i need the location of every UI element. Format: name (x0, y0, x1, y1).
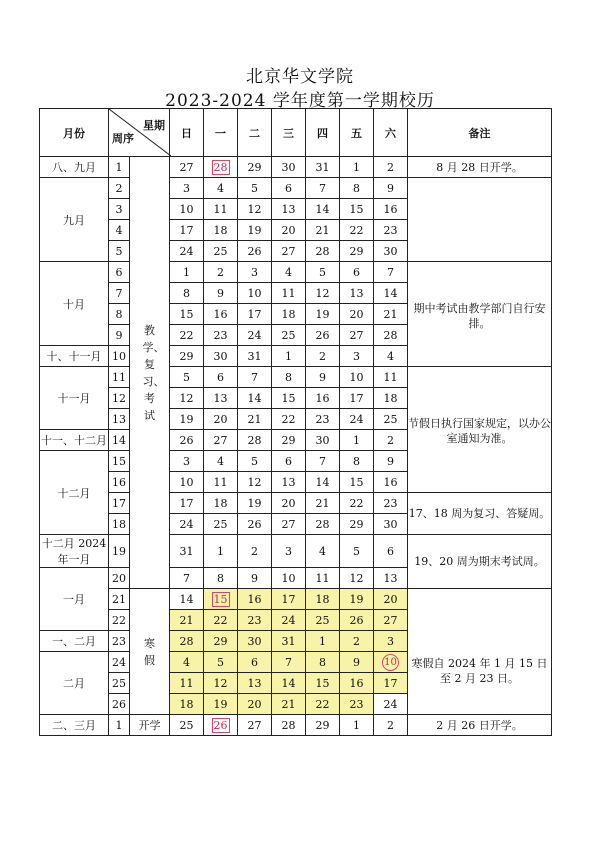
day-cell: 24 (374, 694, 408, 715)
month-cell: 十、十一月 (40, 346, 109, 367)
day-cell: 7 (306, 451, 340, 472)
day-cell: 11 (306, 568, 340, 589)
day-cell: 25 (272, 325, 306, 346)
day-cell: 21 (272, 694, 306, 715)
day-cell: 21 (238, 409, 272, 430)
day-cell: 30 (374, 514, 408, 535)
week-number: 5 (109, 241, 130, 262)
day-cell: 9 (238, 568, 272, 589)
week-number: 7 (109, 283, 130, 304)
day-cell: 22 (272, 409, 306, 430)
day-cell: 21 (170, 610, 204, 631)
day-cell: 29 (204, 631, 238, 652)
day-cell: 27 (272, 241, 306, 262)
month-cell: 二月 (40, 652, 109, 715)
day-cell: 6 (272, 178, 306, 199)
week-row (40, 178, 552, 199)
day-cell: 17 (238, 304, 272, 325)
day-cell: 12 (238, 472, 272, 493)
week-number: 6 (109, 262, 130, 283)
day-cell: 9 (340, 652, 374, 673)
week-number: 9 (109, 325, 130, 346)
day-cell: 10 (170, 199, 204, 220)
day-cell: 26 (340, 610, 374, 631)
month-cell: 二、三月 (40, 715, 109, 736)
header-fri: 五 (340, 109, 374, 157)
day-cell: 29 (238, 157, 272, 178)
day-cell: 29 (170, 346, 204, 367)
day-cell: 27 (272, 514, 306, 535)
day-cell: 14 (306, 199, 340, 220)
day-cell: 30 (306, 430, 340, 451)
day-cell: 1 (272, 346, 306, 367)
day-cell: 2 (204, 262, 238, 283)
day-cell: 27 (374, 610, 408, 631)
day-cell: 20 (238, 694, 272, 715)
day-cell: 28 (272, 715, 306, 736)
day-cell: 10 (272, 568, 306, 589)
header-week-no: 周序 (112, 132, 134, 145)
day-cell: 14 (272, 673, 306, 694)
day-cell: 2 (306, 346, 340, 367)
week-number: 15 (109, 451, 130, 472)
day-cell: 14 (374, 283, 408, 304)
day-cell: 23 (204, 325, 238, 346)
day-cell: 2 (238, 535, 272, 568)
day-cell: 25 (306, 610, 340, 631)
week-number: 25 (109, 673, 130, 694)
day-cell: 3 (374, 631, 408, 652)
note-cell: 17、18 周为复习、答疑周。 (408, 493, 552, 535)
day-cell: 15 (306, 673, 340, 694)
month-cell: 十二月 2024 年一月 (40, 535, 109, 568)
day-cell: 7 (170, 568, 204, 589)
week-row (40, 262, 552, 283)
day-cell: 24 (340, 409, 374, 430)
school-name: 北京华文学院 (246, 67, 354, 87)
phase-teaching (130, 157, 170, 589)
day-cell: 11 (170, 673, 204, 694)
week-number: 8 (109, 304, 130, 325)
day-cell: 21 (306, 493, 340, 514)
day-cell: 7 (238, 367, 272, 388)
day-cell: 5 (238, 451, 272, 472)
day-cell: 12 (340, 568, 374, 589)
day-cell: 30 (204, 346, 238, 367)
day-cell: 19 (340, 589, 374, 610)
day-cell (204, 715, 238, 736)
week-number: 11 (109, 367, 130, 388)
week-row (40, 535, 552, 568)
day-cell: 9 (374, 451, 408, 472)
day-cell: 31 (238, 346, 272, 367)
day-cell: 14 (170, 589, 204, 610)
day-cell: 13 (272, 199, 306, 220)
day-cell: 29 (272, 430, 306, 451)
day-cell: 12 (204, 673, 238, 694)
day-cell: 28 (306, 514, 340, 535)
day-cell: 22 (204, 610, 238, 631)
day-cell: 12 (170, 388, 204, 409)
day-cell: 31 (170, 535, 204, 568)
day-cell: 9 (374, 178, 408, 199)
week-number: 2 (109, 178, 130, 199)
month-cell: 一、二月 (40, 631, 109, 652)
day-cell: 20 (374, 589, 408, 610)
day-cell: 15 (272, 388, 306, 409)
day-cell: 18 (306, 589, 340, 610)
day-cell: 9 (306, 367, 340, 388)
phase-vacation-label: 寒假 (144, 636, 155, 667)
day-cell: 20 (340, 304, 374, 325)
week-number: 1 (109, 157, 130, 178)
day-cell (204, 589, 238, 610)
day-cell: 16 (340, 673, 374, 694)
day-cell: 31 (272, 631, 306, 652)
day-cell: 4 (272, 262, 306, 283)
day-cell: 3 (340, 346, 374, 367)
header-wed: 三 (272, 109, 306, 157)
day-cell: 25 (204, 514, 238, 535)
day-cell: 17 (272, 589, 306, 610)
day-cell: 20 (204, 409, 238, 430)
day-cell: 3 (170, 451, 204, 472)
day-cell: 11 (374, 367, 408, 388)
day-cell: 10 (170, 472, 204, 493)
day-cell: 7 (374, 262, 408, 283)
day-cell: 1 (170, 262, 204, 283)
week-row (40, 493, 552, 514)
day-cell: 6 (204, 367, 238, 388)
highlighted-date: 26 (213, 718, 228, 732)
day-cell: 9 (204, 283, 238, 304)
day-cell: 8 (306, 652, 340, 673)
day-cell: 1 (204, 535, 238, 568)
month-cell: 八、九月 (40, 157, 109, 178)
week-number: 4 (109, 220, 130, 241)
day-cell: 16 (306, 388, 340, 409)
day-cell: 30 (374, 241, 408, 262)
day-cell: 6 (374, 535, 408, 568)
day-cell: 26 (238, 241, 272, 262)
month-cell: 十一月 (40, 367, 109, 430)
week-row (40, 715, 552, 736)
day-cell: 26 (238, 514, 272, 535)
week-row (40, 589, 552, 610)
week-number: 19 (109, 535, 130, 568)
day-cell: 7 (272, 652, 306, 673)
header-month: 月份 (40, 109, 109, 157)
day-cell: 11 (204, 472, 238, 493)
phase-vacation (130, 589, 170, 715)
day-cell: 4 (204, 451, 238, 472)
day-cell: 2 (374, 715, 408, 736)
day-cell: 27 (204, 430, 238, 451)
day-cell: 19 (238, 493, 272, 514)
day-cell: 17 (170, 220, 204, 241)
day-cell: 25 (374, 409, 408, 430)
day-cell: 1 (306, 631, 340, 652)
day-cell: 26 (306, 325, 340, 346)
note-cell: 19、20 周为期末考试周。 (408, 535, 552, 589)
day-cell: 4 (306, 535, 340, 568)
header-week-weekday (109, 109, 170, 157)
circled-date: 10 (382, 654, 399, 671)
day-cell: 24 (170, 514, 204, 535)
day-cell: 23 (374, 220, 408, 241)
note-cell: 寒假自 2024 年 1 月 15 日至 2 月 23 日。 (408, 589, 552, 715)
day-cell: 20 (272, 493, 306, 514)
header-notes: 备注 (408, 109, 552, 157)
day-cell: 3 (170, 178, 204, 199)
header-mon: 一 (204, 109, 238, 157)
note-cell: 期中考试由教学部门自行安排。 (408, 262, 552, 367)
day-cell: 1 (340, 715, 374, 736)
day-cell: 29 (340, 514, 374, 535)
day-cell: 24 (272, 610, 306, 631)
day-cell: 30 (238, 631, 272, 652)
day-cell: 24 (238, 325, 272, 346)
day-cell: 22 (340, 220, 374, 241)
day-cell: 23 (340, 694, 374, 715)
note-cell: 节假日执行国家规定，以办公室通知为准。 (408, 367, 552, 493)
day-cell: 7 (306, 178, 340, 199)
day-cell: 2 (374, 157, 408, 178)
week-number: 12 (109, 388, 130, 409)
week-number: 21 (109, 589, 130, 610)
day-cell: 18 (170, 694, 204, 715)
day-cell: 8 (340, 451, 374, 472)
week-number: 17 (109, 493, 130, 514)
week-number: 18 (109, 514, 130, 535)
day-cell: 4 (204, 178, 238, 199)
month-cell: 九月 (40, 178, 109, 262)
day-cell: 19 (204, 694, 238, 715)
day-cell: 3 (238, 262, 272, 283)
school-calendar-table (39, 108, 552, 736)
week-number: 1 (109, 715, 130, 736)
day-cell: 29 (340, 241, 374, 262)
day-cell: 21 (374, 304, 408, 325)
day-cell: 19 (306, 304, 340, 325)
day-cell: 28 (170, 631, 204, 652)
day-cell: 1 (340, 157, 374, 178)
day-cell: 30 (272, 157, 306, 178)
day-cell: 26 (170, 430, 204, 451)
day-cell: 13 (272, 472, 306, 493)
day-cell: 16 (204, 304, 238, 325)
week-number: 26 (109, 694, 130, 715)
day-cell: 13 (340, 283, 374, 304)
day-cell: 15 (340, 472, 374, 493)
week-number: 10 (109, 346, 130, 367)
day-cell: 16 (238, 589, 272, 610)
day-cell: 12 (238, 199, 272, 220)
day-cell: 18 (204, 220, 238, 241)
note-cell (408, 178, 552, 262)
day-cell: 4 (374, 346, 408, 367)
day-cell: 8 (340, 178, 374, 199)
day-cell: 6 (340, 262, 374, 283)
day-cell: 28 (306, 241, 340, 262)
day-cell: 16 (374, 199, 408, 220)
day-cell: 1 (340, 430, 374, 451)
day-cell: 18 (272, 304, 306, 325)
day-cell: 24 (170, 241, 204, 262)
day-cell: 10 (340, 367, 374, 388)
day-cell: 15 (340, 199, 374, 220)
day-cell: 13 (204, 388, 238, 409)
day-cell: 8 (170, 283, 204, 304)
note-cell: 2 月 26 日开学。 (408, 715, 552, 736)
day-cell: 15 (170, 304, 204, 325)
day-cell: 13 (374, 568, 408, 589)
month-cell: 十一、十二月 (40, 430, 109, 451)
month-cell: 一月 (40, 568, 109, 631)
highlighted-date: 28 (213, 160, 228, 174)
day-cell: 21 (306, 220, 340, 241)
day-cell: 16 (374, 472, 408, 493)
day-cell: 17 (374, 673, 408, 694)
header-tue: 二 (238, 109, 272, 157)
header-sat: 六 (374, 109, 408, 157)
day-cell: 31 (306, 157, 340, 178)
day-cell: 22 (306, 694, 340, 715)
day-cell: 5 (306, 262, 340, 283)
day-cell: 18 (204, 493, 238, 514)
day-cell: 22 (170, 325, 204, 346)
day-cell (374, 652, 408, 673)
day-cell: 28 (374, 325, 408, 346)
day-cell: 28 (238, 430, 272, 451)
day-cell: 10 (238, 283, 272, 304)
day-cell: 5 (204, 652, 238, 673)
day-cell: 22 (340, 493, 374, 514)
day-cell: 11 (204, 199, 238, 220)
week-number: 24 (109, 652, 130, 673)
header-thu: 四 (306, 109, 340, 157)
day-cell: 5 (170, 367, 204, 388)
phase-teaching-label: 教学、复习、考试 (142, 323, 165, 422)
day-cell: 14 (306, 472, 340, 493)
day-cell: 18 (374, 388, 408, 409)
month-cell: 十二月 (40, 451, 109, 535)
day-cell: 8 (204, 568, 238, 589)
day-cell: 6 (272, 451, 306, 472)
calendar-title: 2023-2024 学年度第一学期校历 (165, 91, 435, 111)
day-cell: 6 (238, 652, 272, 673)
day-cell: 2 (374, 430, 408, 451)
week-number: 14 (109, 430, 130, 451)
day-cell: 23 (374, 493, 408, 514)
week-row (40, 367, 552, 388)
day-cell: 29 (306, 715, 340, 736)
day-cell: 25 (170, 715, 204, 736)
note-cell: 8 月 28 日开学。 (408, 157, 552, 178)
week-number: 23 (109, 631, 130, 652)
header-row (40, 109, 552, 157)
day-cell: 14 (238, 388, 272, 409)
day-cell: 17 (170, 493, 204, 514)
week-number: 20 (109, 568, 130, 589)
week-number: 13 (109, 409, 130, 430)
day-cell: 19 (170, 409, 204, 430)
day-cell: 12 (306, 283, 340, 304)
day-cell: 19 (238, 220, 272, 241)
day-cell: 20 (272, 220, 306, 241)
day-cell: 5 (340, 535, 374, 568)
week-number: 16 (109, 472, 130, 493)
day-cell (204, 157, 238, 178)
day-cell: 3 (272, 535, 306, 568)
week-number: 22 (109, 610, 130, 631)
day-cell: 25 (204, 241, 238, 262)
phase-start: 开学 (130, 715, 170, 736)
day-cell: 27 (170, 157, 204, 178)
day-cell: 17 (340, 388, 374, 409)
day-cell: 2 (340, 631, 374, 652)
day-cell: 27 (238, 715, 272, 736)
week-row (40, 157, 552, 178)
day-cell: 13 (238, 673, 272, 694)
week-number: 3 (109, 199, 130, 220)
month-cell: 十月 (40, 262, 109, 346)
header-sun: 日 (170, 109, 204, 157)
day-cell: 11 (272, 283, 306, 304)
day-cell: 23 (238, 610, 272, 631)
day-cell: 27 (340, 325, 374, 346)
highlighted-date: 15 (213, 592, 228, 606)
day-cell: 4 (170, 652, 204, 673)
header-weekday: 星期 (143, 119, 165, 132)
day-cell: 8 (272, 367, 306, 388)
day-cell: 5 (238, 178, 272, 199)
day-cell: 23 (306, 409, 340, 430)
